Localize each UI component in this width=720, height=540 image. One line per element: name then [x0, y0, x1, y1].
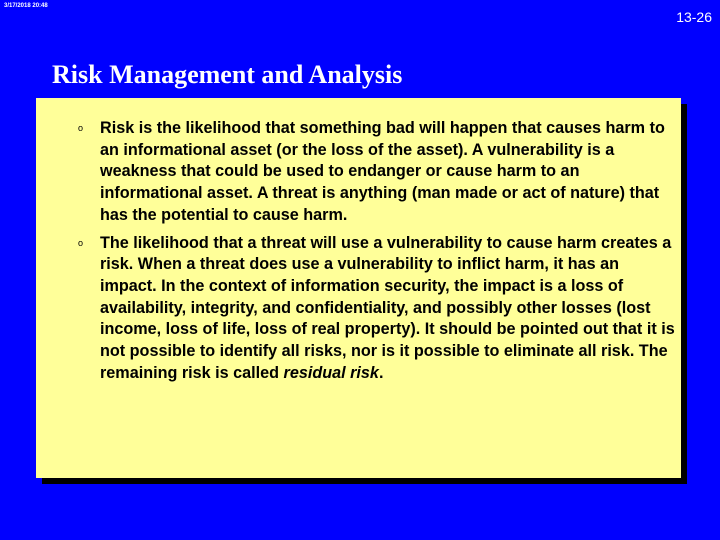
bullet-circle-icon: o	[78, 237, 84, 248]
bullet-text: Risk is the likelihood that something bad will happen that causes harm to an informational asset (or the loss of the asset). A vulnerability is a weakness that could be used to endanger or cause harm to an informational asset. A threat is anything (man made or act of nature) that has the potential to cause harm.	[100, 119, 665, 224]
slide-title: Risk Management and Analysis	[52, 60, 403, 89]
bullet-item	[78, 118, 678, 227]
bullet-text: The likelihood that a threat will use a vulnerability to cause harm creates a risk. When a threat does use a vulnerability to inflict harm, it has an impact. In the context of information security, the impact is a loss of availability, integrity, and confidentiality, and possibly other losses (lost income, loss of life, loss of real property). It should be pointed out that it is not possible to identify all risks, nor is it possible to eliminate all risk. The remaining risk is called	[100, 233, 675, 382]
bullet-circle-icon: o	[78, 123, 84, 133]
bullet-suffix: .	[378, 363, 384, 382]
timestamp: 3/17/2018 20:48	[4, 3, 48, 9]
bullet-item	[78, 233, 678, 385]
slide-number: 13-26	[676, 9, 712, 25]
bullet-list	[78, 118, 678, 390]
emphasized-term: residual risk	[283, 363, 379, 382]
content-box	[36, 98, 681, 478]
